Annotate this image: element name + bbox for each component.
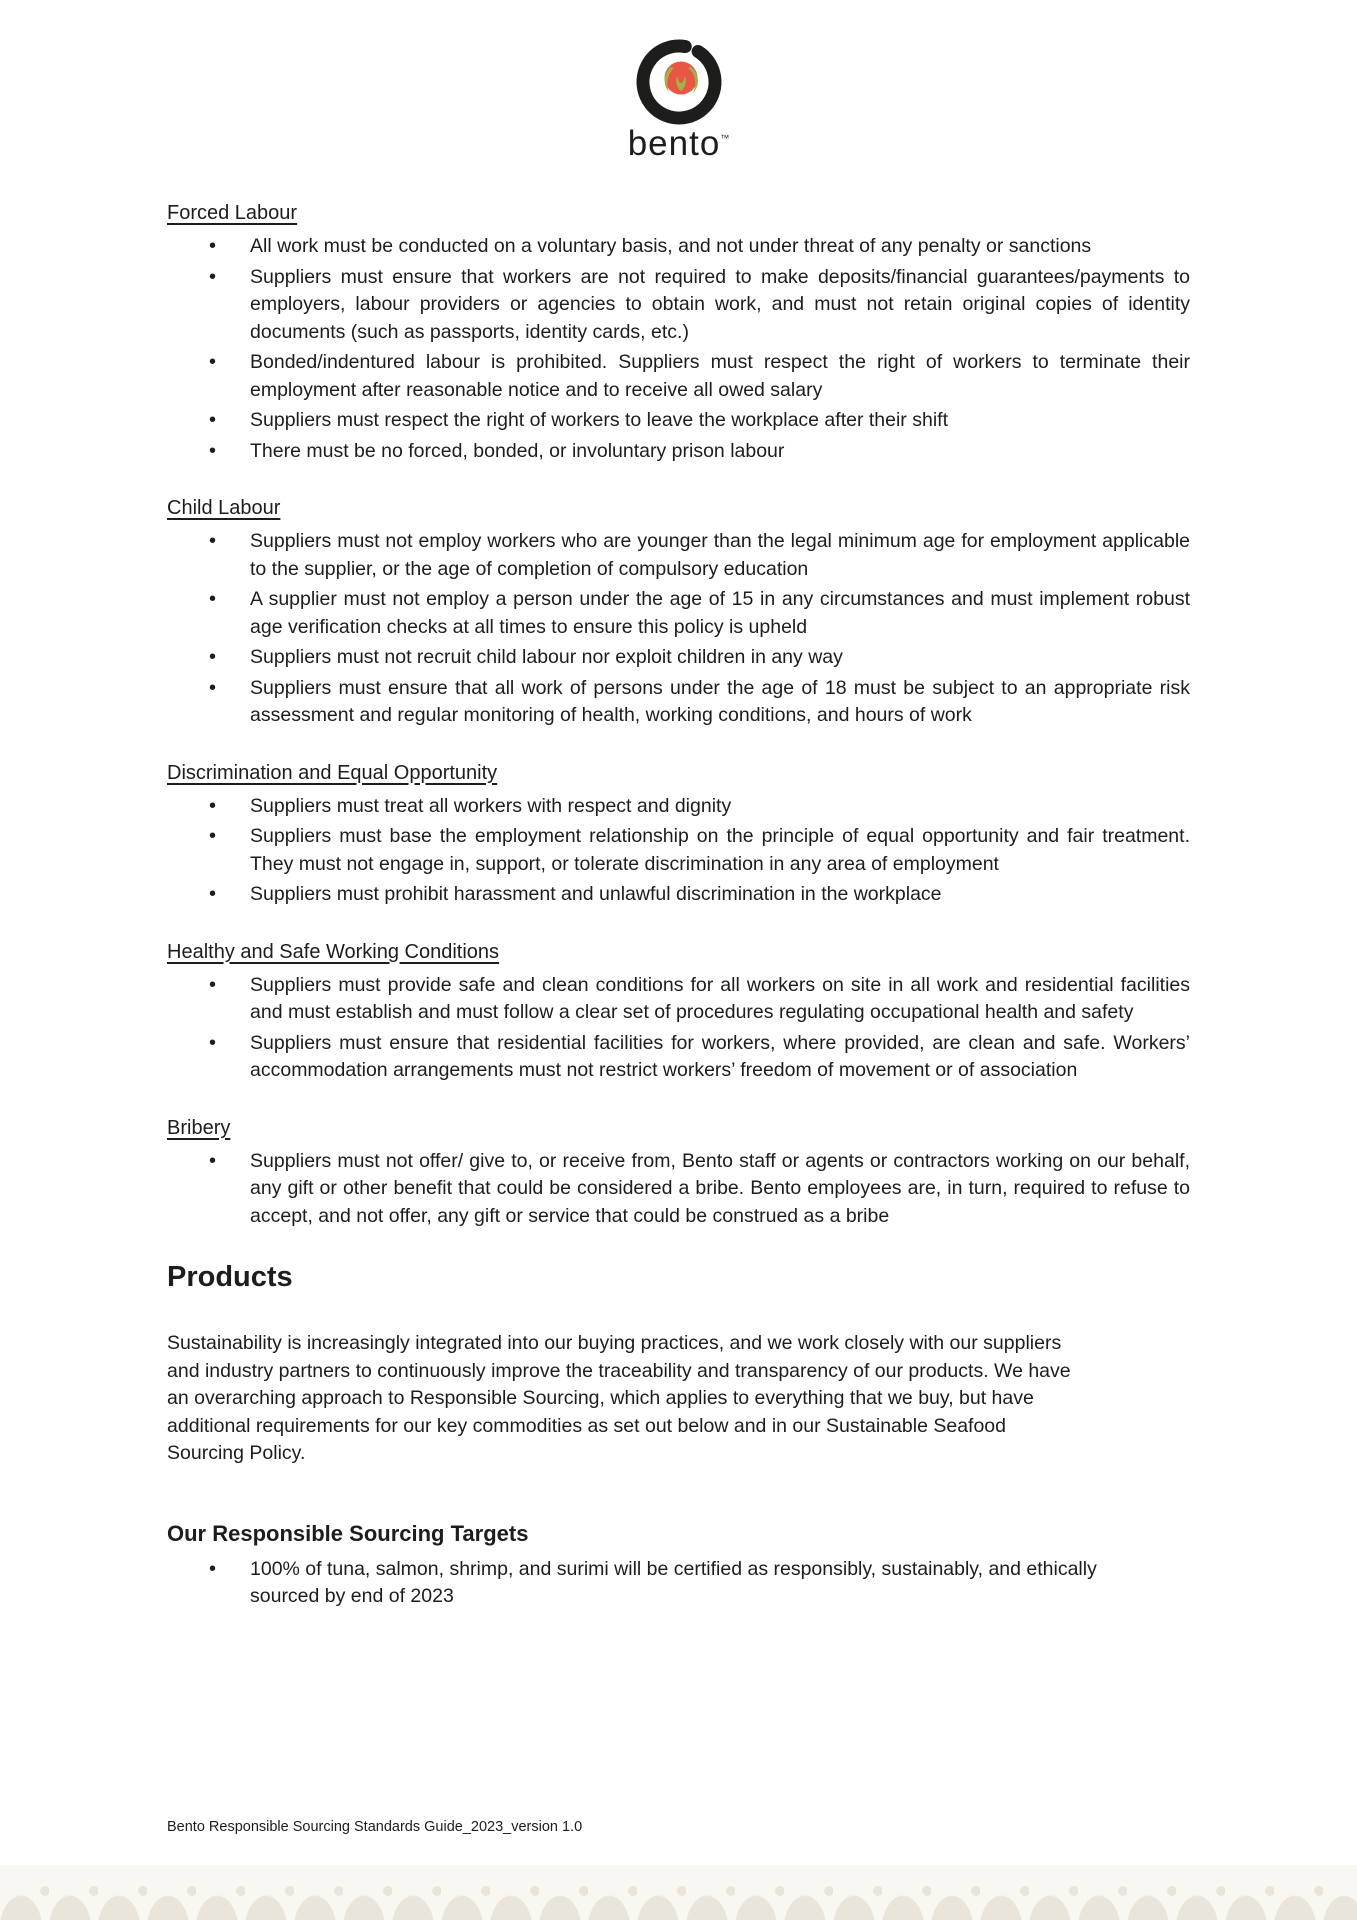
bullet-item: • A supplier must not employ a person under the age of 15 in any circumstances and must implement robust age verification checks at all times to ensure this policy is upheld: [167, 586, 1190, 641]
bullet-item: • All work must be conducted on a voluntary basis, and not under threat of any penalty or sanctions: [167, 233, 1190, 261]
bento-wordmark: bento™: [627, 124, 730, 163]
bullet-item: • Suppliers must ensure that residential facilities for workers, where provided, are clean and safe. Workers’ accommodation arrangements must not restrict workers’ freedom of movement or of association: [167, 1030, 1190, 1085]
responsible-sourcing-targets-heading: Our Responsible Sourcing Targets: [167, 1520, 529, 1546]
section-heading: Child Labour: [167, 497, 281, 519]
document-footer: Bento Responsible Sourcing Standards Guide_2023_version 1.0: [167, 1819, 583, 1835]
section-forced-labour: [167, 200, 1190, 465]
bullet-item: • 100% of tuna, salmon, shrimp, and surimi will be certified as responsibly, sustainably, and ethically sourced by end of 2023: [167, 1556, 1107, 1611]
scallop-border-decoration: [0, 1865, 1357, 1920]
bullet-item: • Suppliers must provide safe and clean conditions for all workers on site in all work and residential facilities and must establish and must follow a clear set of procedures regulating occupational health and safety: [167, 972, 1190, 1027]
products-paragraph: Sustainability is increasingly integrated into our buying practices, and we work closely with our suppliers and industry partners to continuously improve the traceability and transparency of our products. We have an overarching approach to Responsible Sourcing, which applies to everything that we buy, but have additional requirements for our key commodities as set out below and in our Sustainable Seafood Sourcing Policy.: [167, 1332, 1071, 1464]
document-body: [167, 200, 1190, 1614]
section-health-safety: [167, 939, 1190, 1085]
products-heading: Products: [167, 1261, 293, 1293]
section-heading: Healthy and Safe Working Conditions: [167, 940, 500, 963]
section-discrimination: [167, 760, 1190, 909]
bullet-item: • Suppliers must ensure that workers are not required to make deposits/financial guarantees/payments to employers, labour providers or agencies to obtain work, and must not retain original copies of identity documents (such as passports, identity cards, etc.): [167, 264, 1190, 347]
section-bribery: [167, 1115, 1190, 1231]
bullet-item: • Suppliers must base the employment relationship on the principle of equal opportunity and fair treatment. They must not engage in, support, or tolerate discrimination in any area of employment: [167, 823, 1190, 878]
section-heading: Forced Labour: [167, 202, 298, 224]
bento-logo: [0, 36, 1357, 161]
bullet-item: • Suppliers must prohibit harassment and unlawful discrimination in the workplace: [167, 881, 1190, 909]
trademark-symbol: ™: [720, 133, 730, 143]
section-heading: Discrimination and Equal Opportunity: [167, 761, 498, 784]
bullet-item: • Suppliers must not employ workers who are younger than the legal minimum age for employment applicable to the supplier, or the age of completion of compulsory education: [167, 528, 1190, 583]
bullet-item: • There must be no forced, bonded, or involuntary prison labour: [167, 438, 1190, 466]
bento-logo-icon: [633, 36, 725, 132]
bullet-item: • Suppliers must respect the right of workers to leave the workplace after their shift: [167, 407, 1190, 435]
bullet-item: • Suppliers must not offer/ give to, or receive from, Bento staff or agents or contractors working on our behalf, any gift or other benefit that could be considered a bribe. Bento employees are, in turn, required to refuse to accept, and not offer, any gift or service that could be construed as a bribe: [167, 1148, 1190, 1231]
bullet-item: • Suppliers must treat all workers with respect and dignity: [167, 793, 1190, 821]
section-heading: Bribery: [167, 1116, 231, 1139]
bullet-item: • Suppliers must not recruit child labour nor exploit children in any way: [167, 644, 1190, 672]
bullet-item: • Suppliers must ensure that all work of persons under the age of 18 must be subject to an appropriate risk assessment and regular monitoring of health, working conditions, and hours of work: [167, 675, 1190, 730]
section-products: [167, 1260, 1190, 1611]
section-child-labour: [167, 495, 1190, 730]
bullet-item: • Bonded/indentured labour is prohibited. Suppliers must respect the right of workers to terminate their employment after reasonable notice and to receive all owed salary: [167, 349, 1190, 404]
